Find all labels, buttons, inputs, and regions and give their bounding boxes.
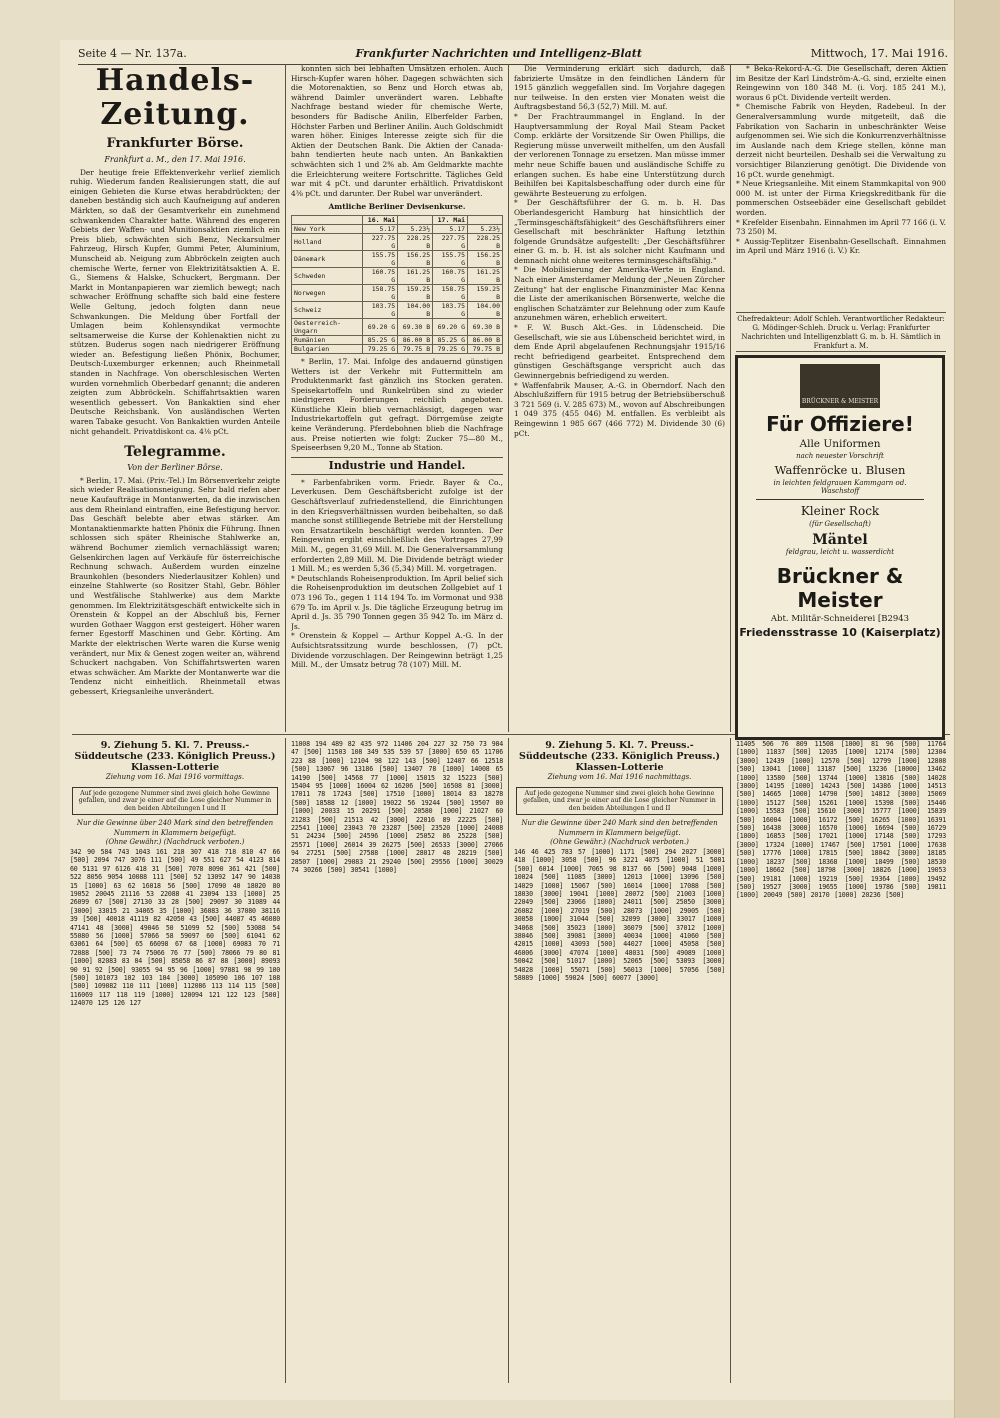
ad-firm-name: Brückner & Meister	[776, 564, 904, 612]
boerse-title: Frankfurter Börse.	[106, 136, 244, 151]
fx-cell: 158.75 G	[363, 284, 398, 301]
page-number: Seite 4 — Nr. 137a.	[78, 46, 187, 60]
fx-cell: 85.25 G	[433, 335, 468, 344]
column-rule	[508, 738, 509, 1383]
fx-cell: 5.23½	[468, 224, 503, 233]
lottery-notice: Auf jede gezogene Nummer sind zwei gleich hohe Gewinne gefallen, und zwar je einer auf die Lose gleicher Nummer in den beiden Abteilungen I und II	[72, 787, 278, 816]
fx-row	[292, 301, 503, 318]
column-business-news	[514, 64, 725, 732]
ad-code: [B2943	[877, 614, 910, 624]
telegramme-subtitle: Von der Berliner Börse.	[127, 463, 223, 473]
lottery-column-4	[736, 740, 946, 1380]
lottery-numbers: 342 90 584 743 1043 161 218 307 418 718 810 47 66 [500] 2094 747 3076 111 [500] 49 551 627 54 4123 814 60 5131 97 6126 418 31 [500] 7078 8090 361 421 [500] 522 8056 9054 10088 111 [500] 52 13092 147 90 14038 15 [1000] 63 62 16018 56 [500] 17090 40 18020 80 19052 20045 21116 53 22088 41 23094 133 [1000] 25 26099 67 [500] 27130 33 28 [500] 29097 30 31089 44 [3000] 33015 21 34065 35 [1000] 36083 36 37080 38116 39 [500] 40018 41119 82 42050 43 [500] 44087 45 46080 47141 48 [3000] 49046 50 51099 52 [500] 53088 54 55080 56 [1000] 57066 58 59097 60 [500] 61041 62 63061 64 [500] 65 66098 67 68 [1000] 69083 70 71 72088 [500] 73 74 75066 76 77 [500] 78066 79 80 81 [1000] 82083 83 84 [500] 85058 86 87 88 [3000] 89093 90 91 92 [500] 93055 94 95 96 [1000] 97081 98 99 100 [500] 101073 102 103 104 [3000] 105090 106 107 108 [500] 109082 110 111 [1000] 112086 113 114 115 [500] 116069 117 118 119 [1000] 120094 121 122 123 [500] 124070 125 126 127	[70, 847, 280, 1008]
ad-line-tunics: Waffenröcke u. Blusen	[774, 463, 906, 477]
lottery-note-2: (Ohne Gewähr.) (Nachdruck verboten.)	[550, 838, 689, 847]
fx-cell: 159.25 B	[468, 284, 503, 301]
fx-cell: Schweden	[292, 267, 363, 284]
fx-cell: 103.75 G	[433, 301, 468, 318]
lottery-title-afternoon: 9. Ziehung 5. Kl. 7. Preuss.-Süddeutsche (233. Königlich Preuss.) Klassen-Lotterie	[518, 740, 721, 773]
advertisement-brueckner-meister	[735, 355, 945, 740]
fx-cell: New York	[292, 224, 363, 233]
column-company-news	[736, 64, 946, 352]
fx-row	[292, 267, 503, 284]
fx-cell: 160.75 G	[433, 267, 468, 284]
fx-cell: 155.75 G	[433, 250, 468, 267]
fx-cell: 156.25 B	[398, 250, 433, 267]
fx-row	[292, 224, 503, 233]
fx-row	[292, 233, 503, 250]
fx-cell: Oesterreich-Ungarn	[292, 318, 363, 335]
fx-cell: Bulgarien	[292, 344, 363, 353]
lottery-title-morning: 9. Ziehung 5. Kl. 7. Preuss.-Süddeutsche (233. Königlich Preuss.) Klassen-Lotterie	[74, 740, 276, 773]
fx-cell: 227.75 G	[363, 233, 398, 250]
fx-cell: 5.17	[363, 224, 398, 233]
issue-date: Mittwoch, 17. Mai 1916.	[810, 46, 948, 60]
fx-cell: 104.00 B	[398, 301, 433, 318]
fx-cell: 69.20 G	[433, 318, 468, 335]
fx-table	[291, 215, 503, 354]
fx-row	[292, 250, 503, 267]
boerse-report: Der heutige freie Effektenverkehr verlief ziemlich ruhig. Wiederum fanden Realisierungen statt, die auf einigen Gebieten die Kurse etwas herabdrückten; der daneben beständig sich auch Kaufneigung auf anderen Märkten, so daß der Gesamtverkehr ein zunehmend schwankenden Charakter hatte. Während des engeren Gebiets der Waffen- und Munitionsaktien ziemlich ein Preis blieb, schwächten sich Benz, Neckarsulmer Fahrzeug, Hirsch Kupfer, Gummi Peter, Aluminium, Munscheid ab. Neigung zum Abbröckeln zeigten auch chemische Werte, ferner von Elektrizitätsaktien A. E. G., Siemens & Halske, Schuckert, Bergmann. Der Markt in Montanpapieren war ziemlich bewegt; nach schwacher Eröffnung schaffte sich bald eine festere Welle Geltung, jedoch folgten dann neue Schwankungen. Die Meldung über Fortfall der Umlagen beim Kohlensyndikat vermochte seltsamerweise die Kurse der Kohlenaktien nicht zu stützen. Buderus sogen nach niedrigerer Eröffnung wieder an. Befestigung ließen Phönix, Bochumer, Deutsch-Luxemburger erkennen; auch Rheinmetall standen in Nachfrage. Von oberschlesischen Werten wurden vornehmlich Oberbedarf genannt; die anderen zeigten zum Abbröckeln. Schiffahrtsaktien waren wesentlich gebessert. Von Bankaktien sind eher Deutsche Reichsbank. Von ausländischen Werten waren Tabake gesucht. Von Bankaktien wurden Anteile nicht gehandelt. Privatdiskont ca. 4⅛ pCt.	[70, 167, 280, 436]
ad-note-tunics: in leichten feldgrauen Kammgarn od. Waschstoff	[773, 479, 907, 495]
lottery-note: Nur die Gewinne über 240 Mark sind den betreffenden Nummern in Klammern beigefügt.	[521, 819, 718, 837]
fx-header-cell	[398, 215, 433, 224]
fx-cell: 69.30 B	[398, 318, 433, 335]
fx-cell: 103.75 G	[363, 301, 398, 318]
fx-cell: Holland	[292, 233, 363, 250]
ad-line-coats: Mäntel	[812, 532, 868, 548]
fx-cell: 156.25 B	[468, 250, 503, 267]
column-rule	[285, 64, 286, 732]
company-news: * Beka-Rekord-A.-G. Die Gesellschaft, deren Aktien im Besitze der Karl Lindström-A.-G. sind, erzielte einen Reingewinn von 180 348 M. (i. Vorj. 185 241 M.), woraus 6 pCt. Dividende verteilt werden. * Chemische Fabrik von Heyden, Radebeul. In der Generalversammlung wurde mitgeteilt, daß die Fabrikation von Sacharin in unbeschränkter Weise aufgenommen sei. Wie sich die Konkurrenzverhältnisse im Auslande nach dem Kriege stellen, könne man derzeit nicht beurteilen. Deshalb sei die Verwaltung zu vorsichtiger Bilanzierung genötigt. Die Dividende von 16 pCt. wurde genehmigt. * Neue Kriegsanleihe. Mit einem Stammkapital von 900 000 M. ist unter der Firma Kriegskreditbank für die pommerschen Ostseebäder eine Gesellschaft gebildet worden. * Krefelder Eisenbahn. Einnahmen im April 77 166 (i. V. 73 250) M. * Aussig-Teplitzer Eisenbahn-Gesellschaft. Einnahmen im April und März 1916 (i. V.) Kr.	[736, 64, 946, 256]
column-rule	[730, 738, 731, 1383]
fx-cell: 160.75 G	[363, 267, 398, 284]
lottery-date-afternoon: Ziehung vom 16. Mai 1916 nachmittags.	[547, 773, 692, 781]
fx-row	[292, 344, 503, 353]
fx-cell: Rumänien	[292, 335, 363, 344]
fx-cell: Dänemark	[292, 250, 363, 267]
fx-cell: 5.23½	[398, 224, 433, 233]
lottery-numbers: 11008 194 489 82 435 972 11406 204 227 32 750 73 984 47 [500] 11503 108 349 535 539 57 [3000] 650 65 11706 223 88 [1000] 12104 98 122 143 [500] 12407 66 12518 [500] 13067 96 13186 [500] 13407 78 [1000] 14008 65 14190 [500] 14568 77 [1000] 15015 32 15223 [500] 15404 95 [1000] 16004 62 16206 [500] 16508 81 [3000] 17011 78 17243 [500] 17510 [1000] 18014 83 18278 [500] 18588 12 [1000] 19022 56 19244 [500] 19507 80 [1000] 20033 15 20291 [500] 20580 [1000] 21027 60 21283 [500] 21513 42 [3000] 22016 89 22225 [500] 22541 [1000] 23043 70 23287 [500] 23520 [1000] 24008 51 24234 [500] 24596 [1000] 25052 86 25228 [500] 25571 [1000] 26014 39 26275 [500] 26533 [3000] 27066 94 27251 [500] 27588 [1000] 28017 48 28219 [500] 28507 [1000] 29083 21 29240 [500] 29556 [1000] 30029 74 30266 [500] 30541 [1000]	[291, 740, 503, 875]
fx-cell: 155.75 G	[363, 250, 398, 267]
column-rule	[508, 64, 509, 732]
fx-cell: 69.30 B	[468, 318, 503, 335]
ad-address: Friedensstrasse 10 (Kaiserplatz)	[739, 626, 941, 639]
fx-cell: 227.75 G	[433, 233, 468, 250]
fx-cell: 228.25 B	[468, 233, 503, 250]
column-handels-zeitung	[70, 64, 280, 732]
logo-text: BRÜCKNER & MEISTER	[801, 398, 879, 405]
firm-logo	[800, 364, 880, 408]
fx-cell: 159.25 B	[398, 284, 433, 301]
fx-cell: 161.25 B	[398, 267, 433, 284]
produce-report: * Berlin, 17. Mai. Infolge des andauernd günstigen Wetters ist der Verkehr mit Futtermitteln am Produktenmarkt fast gänzlich ins Stocken geraten. Speisekartoffeln und Runkelrüben sind zu wieder niedrigeren Forderungen reichlich angeboten. Künstliche Klein blieb vernachlässigt, dagegen war Industriekartoffeln gut gefragt. Dörrgemüse zeigte keine Veränderung. Pferdebohnen blieb die Nachfrage aus. Preise notierten wie folgt: Zucker 75—80 M., Speiseerbsen 9,20 M., Tonne ab Station.	[291, 356, 503, 453]
imprint-text: Chefredakteur: Adolf Schleh. Verantwortlicher Redakteur: G. Mödinger-Schleh. Druck u. Verlag: Frankfurter Nachrichten und Intelligenzblatt G. m. b. H. Sämtlich in Frankfurt a. M.	[737, 315, 945, 350]
ad-headline: Für Offiziere!	[766, 412, 914, 436]
boerse-dateline: Frankfurt a. M., den 17. Mai 1916.	[104, 155, 246, 164]
fx-cell: 69.20 G	[363, 318, 398, 335]
newspaper-title: Frankfurter Nachrichten und Intelligenz-Blatt	[355, 46, 642, 60]
lottery-date-morning: Ziehung vom 16. Mai 1916 vormittags.	[105, 773, 245, 781]
fx-cell: 79.25 G	[363, 344, 398, 353]
industrie-title: Industrie und Handel.	[291, 457, 503, 475]
column-rule	[285, 738, 286, 1383]
fx-header-cell	[292, 215, 363, 224]
fx-cell: 228.25 B	[398, 233, 433, 250]
lottery-notice: Auf jede gezogene Nummer sind zwei gleich hohe Gewinne gefallen, und zwar je einer auf die Lose gleicher Nummer in den beiden Abteilungen I und II	[516, 787, 723, 816]
fx-cell: Schweiz	[292, 301, 363, 318]
fx-row	[292, 284, 503, 301]
column-markets	[291, 64, 503, 732]
industrie-report: * Farbenfabriken vorm. Friedr. Bayer & Co., Leverkusen. Dem Geschäftsbericht zufolge ist der Geschäftsverlauf zufriedenstellend, die Einrichtungen in den Kriegsverhältnissen wurden beibehalten, so daß manche sonst stillliegende Betriebe mit der Herstellung von Ersatzartikeln beschäftigt werden konnten. Der Reingewinn ergibt einschließlich des Vortrages 27,99 Mill. M., gegen 31,69 Mill. M. Die Generalversammlung erforderten 2,89 Mill. M. Die Dividende beträgt wieder 1 Mill. M.; es werden 5,36 (5,34) Mill. M. vorgetragen. * Deutschlands Roheisenproduktion. Im April belief sich die Roheisenproduktion im deutschen Zollgebiet auf 1 073 196 To., gegen 1 114 194 To. im Vormonat und 938 679 To. im April v. Js. Die tägliche Erzeugung betrug im April d. Js. 35 790 Tonnen gegen 35 942 To. im März d. Js. * Orenstein & Koppel — Arthur Koppel A.-G. In der Aufsichtsratssitzung wurde beschlossen, (7) pCt. Dividende vorzuschlagen. Der Reingewinn beträgt 1,25 Mill. M., der Umsatz betrug 78 (107) Mill. M.	[291, 477, 503, 670]
telegramme-title: Telegramme.	[124, 444, 226, 461]
telegramme-report: * Berlin, 17. Mai. (Priv.-Tel.) Im Börsenverkehr zeigte sich wieder Realisationsneigung. Sehr bald riefen aber neue Kaufaufträge in Montanwerten, da die inzwischen aus dem Rheinland eintraffen, eine Befestigung hervor. Das Geschäft belebte aber etwas stärker. Am Montanaktienmarkte hatten Phönix die Führung. Ihnen schlossen sich später Rheinische Stahlwerke an, während Bochumer ziemlich vernachlässigt waren; Gelsenkirchen lagen auf Verkäufe für österreichische Rechnung schwach. Außerdem wurden einzelne Braunkohlen (besonders Niederlausitzer Kohlen) und einzelne Stahlwerte (so Rositzer Stahl, Gebr. Böhler und Westfälische Stahlwerke) aus dem Markte genommen. Im Elektrizitätsgeschäft entwickelte sich in Orenstein & Koppel an der Abschluß bis, Ferner wurden Gothaer Waggon erst gesteigert. Höher waren ferner Egestorff Maschinen und Gebr. Körting. Am Markte der elektrischen Werte waren die Kurse wenig verändert, nur Mix & Genest zogen weiter an, während Schuckert nachgaben. Von Schiffahrtswerten waren etwas schwächer. Am Markte der Montanwerte war die Tendenz nicht einheitlich. Rheinmetall etwas gebessert, Kriegsanleihe unverändert.	[70, 475, 280, 696]
lottery-note-2: (Ohne Gewähr.) (Nachdruck verboten.)	[105, 838, 245, 847]
fx-cell: 85.25 G	[363, 335, 398, 344]
fx-cell: 161.25 B	[468, 267, 503, 284]
fx-cell: 5.17	[433, 224, 468, 233]
fx-row	[292, 335, 503, 344]
fx-caption: Amtliche Berliner Devisenkurse.	[328, 202, 466, 212]
fx-header-cell: 16. Mai	[363, 215, 398, 224]
lottery-column-1	[70, 740, 280, 1380]
page-edge	[954, 0, 1000, 1418]
running-head	[78, 44, 948, 65]
ad-department: Abt. Militär-Schneiderei	[770, 614, 876, 624]
fx-cell: 86.00 B	[398, 335, 433, 344]
imprint	[736, 312, 946, 352]
business-news: Die Verminderung erklärt sich dadurch, daß fabrizierte Umsätze in den feindlichen Ländern für 1915 gänzlich weggefallen sind. Im Vorjahre dagegen nur teilweise. In den ersten vier Monaten weist die Auftragsbestand 56,3 (52,7) Mill. M. auf. * Der Frachtraummangel in England. In der Hauptversammlung der Royal Mail Steam Packet Comp. erklärte der Vorsitzende Sir Owen Phillips, die Regierung müsse unverweilt mithelfen, um den Ausfall der verlorenen Tonnage zu ersetzen. Man müsse immer mehr neue Schiffe bauen und ausländische Schiffe zu erlangen suchen. Es habe eine Unterstützung durch Beihilfen bei Kapitalsbeschaffung oder durch eine für gewährte Besteuerung zu erfolgen. * Der Geschäftsführer der G. m. b. H. Das Oberlandesgericht Hamburg hat hinsichtlich der „Terminsgeschäftsfähigkeit“ des Geschäftsführers einer Gesellschaft mit beschränkter Haftung letzthin folgende Grundsätze aufgestellt: „Der Geschäftsführer einer G. m. b. H. ist als solcher nicht Kaufmann und demnach nicht ohne weiteres terminsgeschäftsfähig.“ * Die Mobilisierung der Amerika-Werte in England. Nach einer Amsterdamer Meldung der „Neuen Zürcher Zeitung“ hat der englische Finanzminister Mac Kenna die Liste der amerikanischen Börsenwerte, welche die englischen Schatzämter zur Belehnung oder zum Kaufe anzunehmen wären, erheblich erweitert. * F. W. Busch Akt.-Ges. in Lüdenscheid. Die Gesellschaft, wie sie aus Lübenscheid berichtet wird, in dem Ende April abgelaufenen Rechnungsjahr 1915/16 recht befriedigend gearbeitet. Entsprechend dem günstigen Geschäftsgange verspricht auch das Gewinnergebnis befriedigend zu werden. * Waffenfabrik Mauser, A.-G. in Oberndorf. Nach den Abschlußziffern für 1915 betrug der Betriebsüberschuß 3 721 569 (i. V. 285 673) M., wovon auf Abschreibungen 1 049 375 (455 046) M. entfallen. Es verbleibt als Reingewinn 1 985 667 (466 772) M. Dividende 30 (6) pCt.	[514, 64, 725, 438]
ad-note-coats: feldgrau, leicht u. wasserdicht	[785, 548, 895, 556]
column-rule	[730, 64, 731, 732]
lottery-numbers: 146 46 425 783 57 [1000] 1171 [500] 294 2027 [3000] 418 [1000] 3058 [500] 96 3221 4075 [1000] 51 5001 [500] 6014 [1000] 7065 98 8137 66 [500] 9048 [1000] 10024 [500] 11085 [3000] 12013 [1000] 13096 [500] 14029 [1000] 15067 [500] 16014 [1000] 17088 [500] 18030 [3000] 19041 [1000] 20072 [500] 21003 [1000] 22049 [500] 23066 [1000] 24011 [500] 25050 [3000] 26082 [1000] 27019 [500] 28073 [1000] 29005 [500] 30058 [1000] 31044 [500] 32099 [3000] 33017 [1000] 34068 [500] 35023 [1000] 36079 [500] 37012 [1000] 38046 [500] 39081 [3000] 40034 [1000] 41060 [500] 42015 [1000] 43093 [500] 44027 [1000] 45058 [500] 46006 [3000] 47074 [1000] 48031 [500] 49089 [1000] 50042 [500] 51017 [1000] 52065 [500] 53093 [3000] 54028 [1000] 55071 [500] 56013 [1000] 57056 [500] 58089 [1000] 59024 [500] 60077 [3000]	[514, 847, 725, 982]
fx-cell: 79.25 G	[433, 344, 468, 353]
fx-cell: 86.00 B	[468, 335, 503, 344]
fx-header-cell: 17. Mai	[433, 215, 468, 224]
section-masthead: Handels-Zeitung.	[95, 64, 255, 132]
fx-row	[292, 318, 503, 335]
lottery-column-3	[514, 740, 725, 1380]
ad-note-uniforms: nach neuester Vorschrift	[796, 452, 884, 460]
lottery-note: Nur die Gewinne über 240 Mark sind den betreffenden Nummern in Klammern beigefügt.	[76, 819, 274, 837]
fx-cell: 79.75 B	[398, 344, 433, 353]
fx-cell: 79.75 B	[468, 344, 503, 353]
fx-header-cell	[468, 215, 503, 224]
ad-line-uniforms: Alle Uniformen	[799, 438, 881, 450]
fx-cell: 158.75 G	[433, 284, 468, 301]
market-report: konnten sich bei lebhaften Umsätzen erholen. Auch Hirsch-Kupfer waren höher. Dagegen schwächten sich die Motorenaktien, so Benz und Horch etwas ab, während Daimler unverändert waren. Lebhafte Nachfrage bestand wieder für chemische Werte, besonders für Badische Anilin, Elberfelder Farben, Höchster Farben und Berliner Anilin. Auch Goldschmidt waren höher. Einiges Interesse zeigte sich für die Aktien der Deutschen Bank. Die Aktien der Canada-bahn tendierten heute nach unten. An Bankaktien schwächten sich 1 und 2% ab. Am Geldmarkte machte die Erleichterung weitere Fortschritte. Tägliches Geld war mit 4 pCt. und darunter erhältlich. Privatdiskont 4⅜ pCt. und darunter. Der Rubel war unverändert.	[291, 64, 503, 198]
lottery-numbers: 11405 506 76 809 11508 [1000] 81 96 [500] 11764 [1000] 11837 [500] 12035 [1000] 12174 [500] 12304 [3000] 12439 [1000] 12570 [500] 12799 [1000] 12808 [500] 13041 [1000] 13187 [500] 13236 [10000] 13462 [1000] 13580 [500] 13744 [1000] 13816 [500] 14028 [3000] 14195 [1000] 14243 [500] 14386 [1000] 14513 [500] 14665 [1000] 14790 [500] 14812 [3000] 15069 [1000] 15127 [500] 15261 [1000] 15398 [500] 15446 [1000] 15583 [500] 15610 [3000] 15777 [1000] 15839 [500] 16004 [1000] 16172 [500] 16265 [1000] 16391 [500] 16438 [3000] 16570 [1000] 16694 [500] 16729 [1000] 16853 [500] 17021 [1000] 17148 [500] 17293 [3000] 17324 [1000] 17467 [500] 17501 [1000] 17638 [500] 17776 [1000] 17815 [500] 18042 [3000] 18185 [1000] 18237 [500] 18368 [1000] 18499 [500] 18530 [1000] 18662 [500] 18798 [3000] 18826 [1000] 19053 [500] 19181 [1000] 19219 [500] 19364 [1000] 19492 [500] 19527 [3000] 19655 [1000] 19786 [500] 19811 [1000] 20049 [500] 20170 [1000] 20236 [500]	[736, 740, 946, 900]
fx-cell: Norwegen	[292, 284, 363, 301]
fx-cell: 104.00 B	[468, 301, 503, 318]
lottery-column-2	[291, 740, 503, 1380]
ad-note-rock: (für Gesellschaft)	[809, 520, 871, 528]
ad-line-rock: Kleiner Rock	[800, 504, 880, 518]
